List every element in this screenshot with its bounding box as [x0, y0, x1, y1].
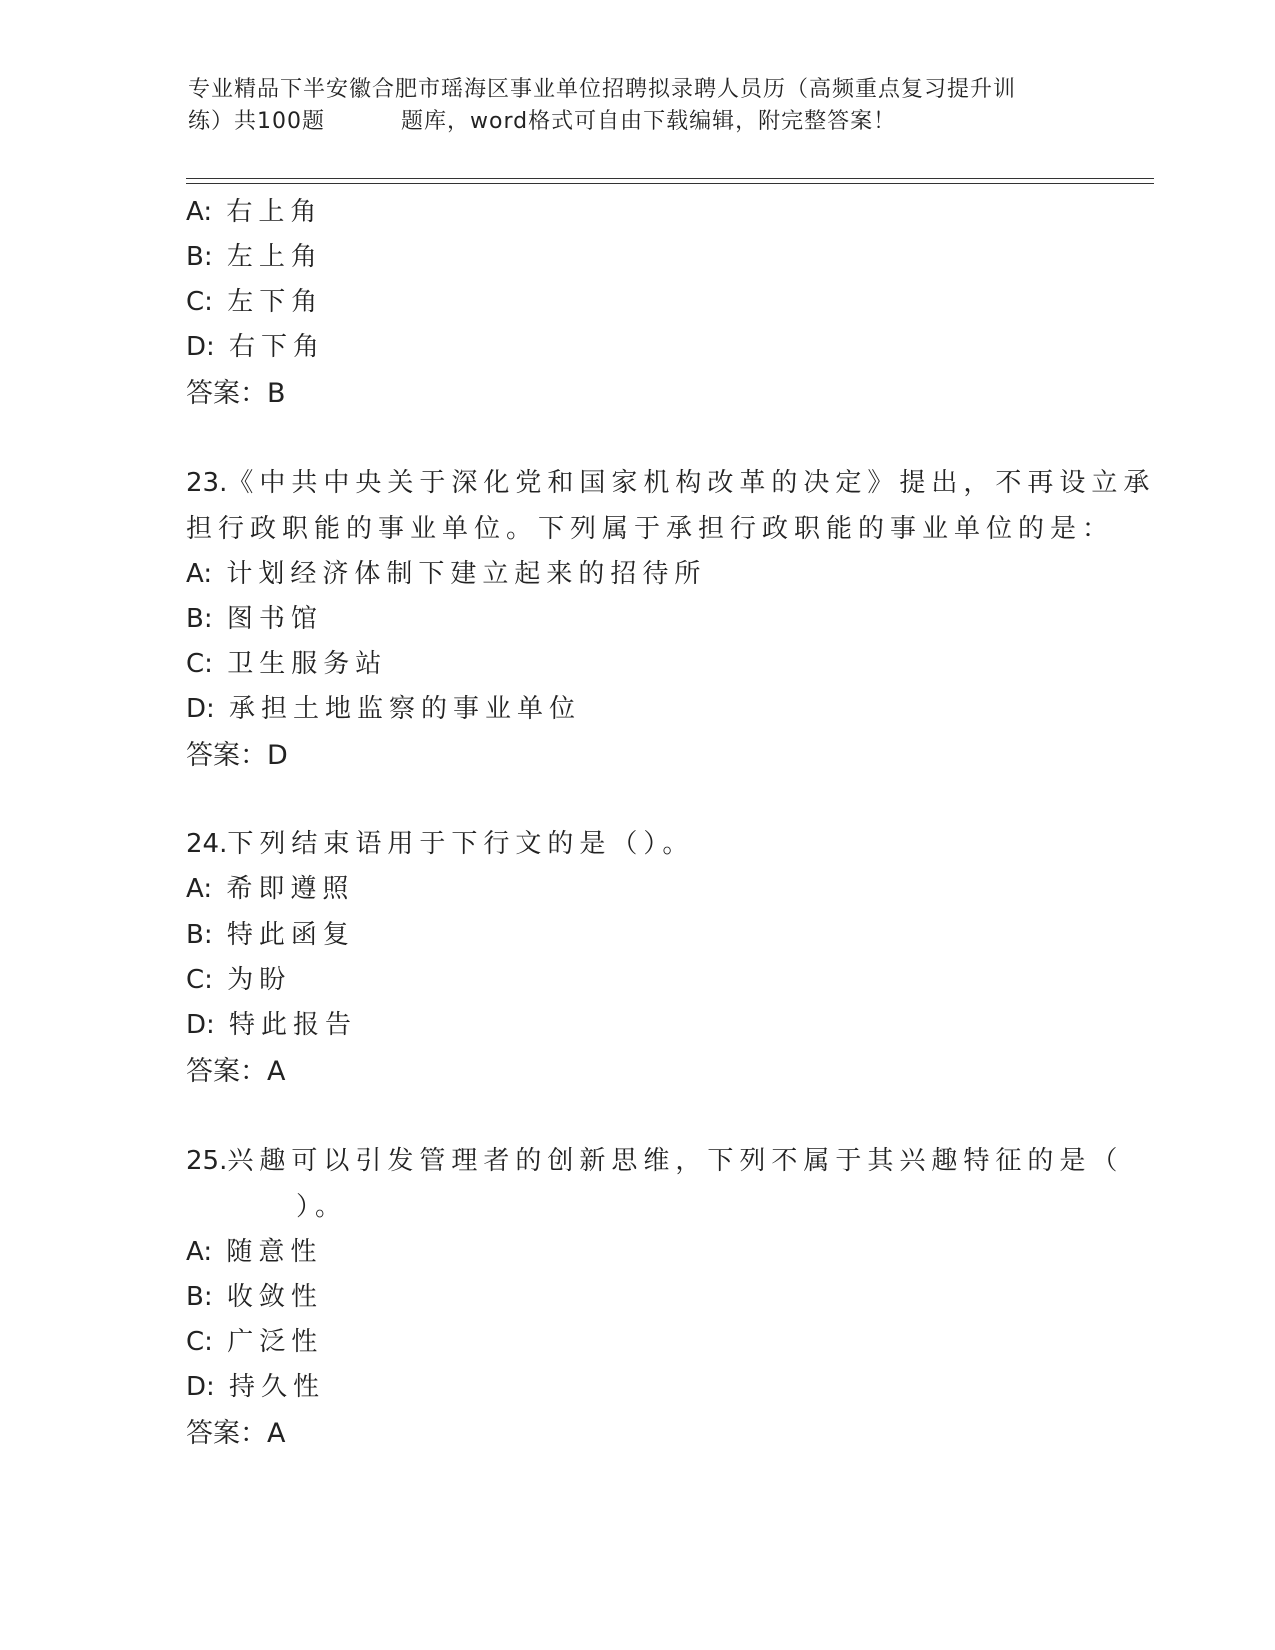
- q22-option-c: C: 左下角: [186, 287, 324, 317]
- header-line-2-right: 题库，word格式可自由下载编辑，附完整答案！: [401, 109, 897, 134]
- q25-option-a: A: 随意性: [186, 1237, 323, 1267]
- q23-option-a: A: 计划经济体制下建立起来的招待所: [186, 559, 707, 589]
- q22-answer: 答案：B: [186, 378, 286, 409]
- q22-option-b: B: 左上角: [186, 242, 323, 272]
- q22-option-a: A: 右上角: [186, 197, 323, 227]
- q24-option-c: C: 为盼: [186, 965, 292, 995]
- header-line-1: 专业精品下半安徽合肥市瑶海区事业单位招聘拟录聘人员历（高频重点复习提升训: [188, 77, 1017, 102]
- q25-answer: 答案：A: [186, 1418, 286, 1449]
- q24-option-d: D: 特此报告: [186, 1010, 358, 1040]
- q23-stem-line-2: 担行政职能的事业单位。下列属于承担行政职能的事业单位的是：: [186, 514, 1115, 544]
- q25-stem-line-2: ）。: [296, 1192, 348, 1222]
- q24-answer: 答案：A: [186, 1056, 286, 1087]
- q23-answer: 答案：D: [186, 740, 288, 771]
- q23-option-c: C: 卫生服务站: [186, 649, 388, 679]
- q25-stem-line-1: 25.兴趣可以引发管理者的创新思维，下列不属于其兴趣特征的是（: [186, 1146, 1124, 1176]
- q24-stem-line-1: 24.下列结束语用于下行文的是（）。: [186, 829, 695, 859]
- header-rule-bottom: [186, 183, 1154, 184]
- header-line-2: [188, 106, 1088, 138]
- q24-option-b: B: 特此函复: [186, 920, 355, 950]
- q23-stem-line-1: 23.《中共中央关于深化党和国家机构改革的决定》提出，不再设立承: [186, 468, 1156, 498]
- q24-option-a: A: 希即遵照: [186, 874, 355, 904]
- header-rule-top: [186, 178, 1154, 179]
- q25-option-d: D: 持久性: [186, 1372, 326, 1402]
- header-line-2-left: 练）共100题: [188, 109, 325, 134]
- q22-option-d: D: 右下角: [186, 332, 326, 362]
- document-header: [188, 74, 1088, 138]
- q25-option-b: B: 收敛性: [186, 1282, 323, 1312]
- q25-option-c: C: 广泛性: [186, 1327, 324, 1357]
- q23-option-d: D: 承担土地监察的事业单位: [186, 694, 582, 724]
- q23-option-b: B: 图书馆: [186, 604, 323, 634]
